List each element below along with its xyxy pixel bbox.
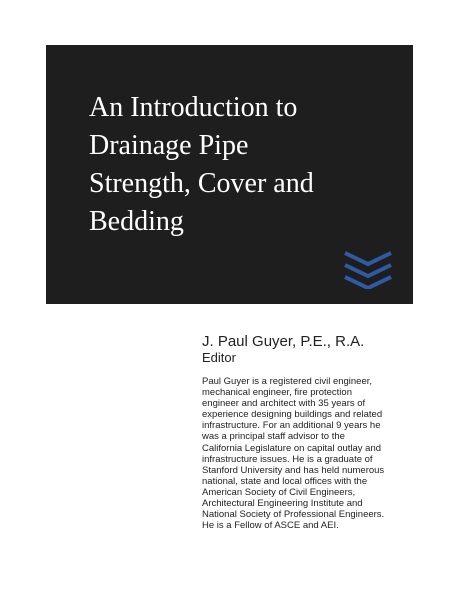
author-name: J. Paul Guyer, P.E., R.A. (202, 333, 365, 350)
bio-line: infrastructure. For an additional 9 years he (202, 420, 381, 432)
bio-line: Architectural Engineering Institute and (202, 498, 363, 510)
book-title-line-3: Strength, Cover and (89, 168, 314, 199)
bio-line: California Legislature on capital outlay and (202, 442, 382, 454)
bio-line: He is a Fellow of ASCE and AEI. (202, 520, 339, 532)
book-title (89, 89, 389, 241)
cover-block (46, 45, 413, 304)
book-title-line-1: An Introduction to (89, 92, 298, 123)
bio-line: National Society of Professional Engineers. (202, 509, 385, 521)
bio-line: engineer and architect with 35 years of (202, 398, 366, 410)
author-role: Editor (202, 350, 236, 365)
bio-line: American Society of Civil Engineers, (202, 486, 356, 498)
bio-line: infrastructure issues. He is a graduate of (202, 453, 373, 465)
book-title-line-2: Drainage Pipe (89, 130, 249, 161)
author-bio (202, 376, 422, 531)
book-title-line-4: Bedding (89, 206, 184, 237)
bio-line: mechanical engineer, fire protection (202, 387, 352, 399)
triple-chevron-down-icon (342, 249, 394, 289)
bio-line: was a principal staff advisor to the (202, 431, 345, 443)
bio-line: Paul Guyer is a registered civil engineer, (202, 376, 373, 387)
bio-line: experience designing buildings and related (202, 409, 383, 421)
bio-line: national, state and local offices with the (202, 475, 368, 487)
bio-line: Stanford University and has held numerous (202, 464, 385, 476)
